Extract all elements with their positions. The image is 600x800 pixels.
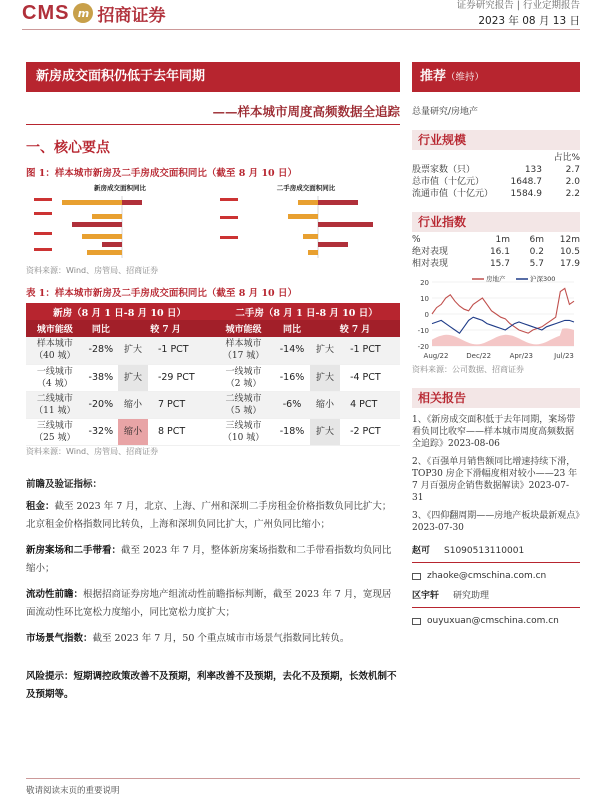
second-home-chart: [218, 183, 394, 265]
index-row: [412, 258, 580, 270]
para-rent: [26, 498, 400, 534]
para-label: 新房案场和二手带看：: [26, 544, 122, 556]
rating-sub: （维持）: [446, 72, 485, 83]
second-home-bars: [218, 192, 394, 262]
logo-mark-icon: m: [73, 3, 93, 23]
city-count: （25 城）: [34, 432, 76, 443]
report-date: 2023 年 08 月 13 日: [478, 15, 580, 27]
trend-badge: 缩小: [123, 399, 142, 410]
page-header: [0, 0, 600, 40]
city-tier: 三线城市: [36, 420, 73, 431]
realestate-line: [432, 288, 574, 333]
yoy-value: -14%: [279, 344, 305, 356]
scale-share: 2.0: [565, 177, 580, 187]
main-column: [26, 62, 400, 704]
x-tick-label: Apr/23: [509, 352, 534, 360]
figure-source: 资料来源：Wind、房管局、招商证券: [26, 266, 159, 275]
scale-row: [412, 176, 580, 188]
city-count: （2 城）: [225, 378, 262, 389]
bar: [82, 234, 122, 239]
figure-1: [26, 183, 400, 265]
x-tick-label: Aug/22: [423, 352, 449, 360]
city-tier: 二线城市: [36, 393, 73, 404]
author-email[interactable]: ouyuxuan@cmschina.com.cn: [427, 616, 559, 626]
logo-text-en: CMS: [22, 1, 70, 24]
relative-area: [432, 328, 574, 346]
para-text: 截至 2023 年 7 月，50 个重点城市市场景气指数同比转负。: [92, 632, 350, 644]
new-home-bars: [32, 192, 208, 262]
index-row: [412, 246, 580, 258]
col-yoy: 同比: [274, 320, 310, 337]
scale-label: 股票家数（只）: [412, 165, 476, 175]
para-label: 市场景气指数：: [26, 632, 93, 644]
company-logo: [22, 0, 165, 26]
table-row: [26, 364, 400, 391]
city-tier: 一线城市: [225, 366, 262, 377]
legend-swatch: [34, 248, 52, 251]
index-line-chart: [412, 274, 580, 362]
header-divider: [22, 29, 580, 30]
author-block: [412, 589, 580, 628]
trend-badge: 扩大: [123, 345, 142, 356]
related-heading: 相关报告: [412, 388, 580, 408]
col-vs-july: 较 7 月: [310, 320, 400, 337]
logo-text-cn: 招商证券: [97, 5, 166, 26]
table-row: [26, 418, 400, 445]
trend-badge: 扩大: [123, 372, 142, 383]
city-tier: 三线城市: [225, 420, 262, 431]
scale-label: 总市值（十亿元）: [412, 177, 485, 187]
pct-change: -2 PCT: [350, 425, 381, 437]
scale-value: 133: [524, 165, 542, 175]
trend-badge: 缩小: [316, 399, 335, 410]
para-label: 租金：: [26, 500, 55, 512]
col-yoy: 同比: [84, 320, 118, 337]
legend-swatch: [220, 216, 238, 219]
yoy-value: -32%: [88, 425, 114, 437]
col-vs-july: 较 7 月: [118, 320, 213, 337]
legend-label: 房地产: [486, 275, 506, 283]
mail-icon: [412, 573, 421, 580]
related-report-link[interactable]: [412, 510, 580, 534]
pct-change: -29 PCT: [157, 371, 195, 383]
pct-change: -1 PCT: [157, 344, 189, 356]
chart-source: 资料来源：公司数据、招商证券: [412, 365, 524, 374]
new-home-chart-title: 新房成交面积同比: [94, 184, 146, 192]
header-meta: [457, 0, 580, 28]
yoy-value: -16%: [279, 371, 305, 383]
scale-col-share: 占比%: [553, 153, 580, 163]
scale-heading: 行业规模: [412, 130, 580, 150]
y-tick-label: -20: [417, 343, 429, 351]
report-subtitle: ——样本城市周度高频数据全追踪: [212, 104, 400, 119]
city-count: （11 城）: [34, 405, 76, 416]
index-heading: 行业指数: [412, 212, 580, 232]
trend-badge: 扩大: [316, 345, 335, 356]
report-title: 新房成交面积仍低于去年同期: [26, 62, 400, 92]
group-header-new: 新房（8 月 1 日-8 月 10 日）: [26, 303, 213, 320]
legend-swatch: [220, 236, 238, 239]
para-sales-visits: [26, 542, 400, 578]
yoy-value: -20%: [88, 398, 114, 410]
group-header-second: 二手房（8 月 1 日-8 月 10 日）: [213, 303, 400, 320]
city-tier: 样本城市: [36, 339, 73, 350]
related-reports: [412, 414, 580, 534]
index-cell: 15.7: [489, 259, 510, 269]
rating-box: [412, 62, 580, 92]
author-divider: [412, 607, 580, 608]
index-cell: 绝对表现: [412, 247, 449, 257]
legend-swatch: [34, 198, 52, 201]
author-id: S1090513110001: [444, 546, 525, 556]
author-name: 赵可: [412, 546, 431, 556]
scale-table: [412, 152, 580, 200]
yoy-value: -18%: [279, 425, 305, 437]
sector-label: 总量研究/房地产: [412, 107, 479, 117]
bar: [318, 242, 348, 247]
index-cell: 0.2: [529, 247, 544, 257]
bar: [303, 234, 318, 239]
para-text: 截至 2023 年 7 月，整体新房案场指数和二手带看指数均负同比缩小；: [26, 544, 392, 574]
report-type: 证券研究报告 | 行业定期报告: [456, 0, 580, 11]
bar: [318, 200, 358, 205]
figure-caption: 图 1：样本城市新房及二手房成交面积同比（截至 8 月 10 日）: [26, 168, 297, 179]
bar: [92, 214, 122, 219]
related-report-title: 3、《四仰翻周期——房地产板块最新观点》2023-07-30: [412, 511, 580, 533]
col-city: 城市能级: [26, 320, 84, 337]
rating: 推荐: [420, 69, 447, 84]
bar: [62, 200, 122, 205]
index-col-header: 1m: [495, 235, 510, 245]
footer-divider: [26, 778, 580, 779]
pct-change: 7 PCT: [157, 398, 186, 410]
table-row: [26, 337, 400, 364]
bar: [308, 250, 318, 255]
author-block: [412, 544, 580, 583]
index-chart-svg: [412, 274, 580, 362]
trend-badge: 扩大: [316, 426, 335, 437]
y-tick-label: -10: [417, 327, 429, 335]
author-id: 研究助理: [453, 591, 490, 601]
related-report-title: 2、《百强单月销售额同比增速持续下滑，TOP30 房企下滑幅度相对较小——23 年 7 月百强房企销售数据解读》2023-07-31: [412, 457, 578, 503]
col-city: 城市能级: [213, 320, 274, 337]
index-col-header: 12m: [559, 235, 580, 245]
index-col-header: %: [412, 235, 421, 245]
scale-share: 2.2: [565, 189, 580, 199]
bar: [122, 200, 142, 205]
indicator-heading: 前瞻及验证指标：: [26, 478, 103, 490]
y-tick-label: 0: [424, 311, 429, 319]
legend-label: 沪深300: [530, 275, 556, 283]
table-row: [26, 391, 400, 418]
section-heading: 一、核心要点: [26, 140, 110, 156]
city-count: （4 城）: [37, 378, 73, 389]
y-tick-label: 10: [420, 295, 429, 303]
city-tier: 二线城市: [225, 393, 262, 404]
author-divider: [412, 562, 580, 563]
second-home-chart-title: 二手房成交面积同比: [276, 184, 336, 192]
pct-change: -1 PCT: [350, 344, 381, 356]
pct-change: -4 PCT: [350, 371, 381, 383]
author-email[interactable]: zhaoke@cmschina.com.cn: [427, 571, 547, 581]
trend-badge: 缩小: [123, 426, 142, 437]
risk-warning: 风险提示：短期调控政策改善不及预期，利率改善不及预期，去化不及预期，长效机制不及预期等。: [26, 670, 397, 700]
related-report-link[interactable]: [412, 456, 580, 504]
para-text: 截至 2023 年 7 月，北京、上海、广州和深圳二手房租金价格指数负同比扩大；北京租金价格指数同比转负，上海和深圳负同比扩大，广州负同比缩小；: [26, 500, 392, 530]
x-tick-label: Jul/23: [554, 352, 574, 360]
related-report-link[interactable]: [412, 414, 580, 450]
index-cell: 相对表现: [412, 259, 449, 269]
city-count: （40 城）: [34, 351, 76, 362]
index-col-header: 6m: [529, 235, 544, 245]
subtitle-divider: [26, 124, 400, 125]
pct-change: 8 PCT: [157, 425, 186, 437]
new-home-chart: [32, 183, 208, 265]
scale-row: [412, 164, 580, 176]
yoy-value: -28%: [88, 344, 114, 356]
yoy-value: -6%: [282, 398, 302, 410]
city-count: （5 城）: [225, 405, 262, 416]
yoy-value: -38%: [88, 371, 114, 383]
index-cell: 10.5: [559, 247, 580, 257]
index-cell: 17.9: [559, 259, 580, 269]
trend-badge: 扩大: [316, 372, 335, 383]
related-report-title: 1、《新房成交面积低于去年同期，案场带看负同比收窄——样本城市周度高频数据全追踪》2023-08-06: [412, 415, 576, 449]
index-cell: 5.7: [529, 259, 544, 269]
table-caption: 表 1：样本城市新房及二手房成交面积同比（截至 8 月 10 日）: [26, 288, 297, 299]
bar: [318, 222, 373, 227]
authors: [412, 544, 580, 628]
scale-value: 1584.9: [510, 189, 542, 199]
author-name: 区宇轩: [412, 591, 440, 601]
scale-row: [412, 188, 580, 200]
scale-share: 2.7: [565, 165, 580, 175]
mail-icon: [412, 618, 421, 625]
bar: [288, 214, 318, 219]
city-tier: 样本城市: [225, 339, 262, 350]
scale-value: 1648.7: [510, 177, 542, 187]
para-label: 流动性前瞻：: [26, 588, 84, 600]
city-tier: 一线城市: [36, 366, 73, 377]
legend-swatch: [34, 232, 52, 235]
city-count: （17 城）: [222, 351, 265, 362]
scale-label: 流通市值（十亿元）: [412, 189, 494, 199]
footer-note: 敬请阅读末页的重要说明: [26, 786, 120, 796]
para-liquidity: [26, 586, 400, 622]
yoy-table: [26, 303, 400, 446]
bar: [72, 222, 122, 227]
x-tick-label: Dec/22: [466, 352, 492, 360]
index-table: [412, 234, 580, 270]
city-count: （10 城）: [222, 432, 265, 443]
table-source: 资料来源：Wind、房管局、招商证券: [26, 446, 159, 456]
bar: [87, 250, 122, 255]
legend-swatch: [220, 198, 238, 201]
bar: [298, 200, 318, 205]
index-cell: 16.1: [489, 247, 510, 257]
para-text: 根据招商证券房地产组流动性前瞻指标判断，截至 2023 年 7 月，宽现居面流动性环比宽松力度缩小，同比宽松力度扩大；: [26, 588, 392, 618]
bar: [102, 242, 122, 247]
para-sentiment: [26, 630, 400, 648]
legend-swatch: [34, 212, 52, 215]
sidebar: [412, 62, 580, 634]
y-tick-label: 20: [420, 279, 429, 287]
pct-change: 4 PCT: [350, 398, 378, 410]
